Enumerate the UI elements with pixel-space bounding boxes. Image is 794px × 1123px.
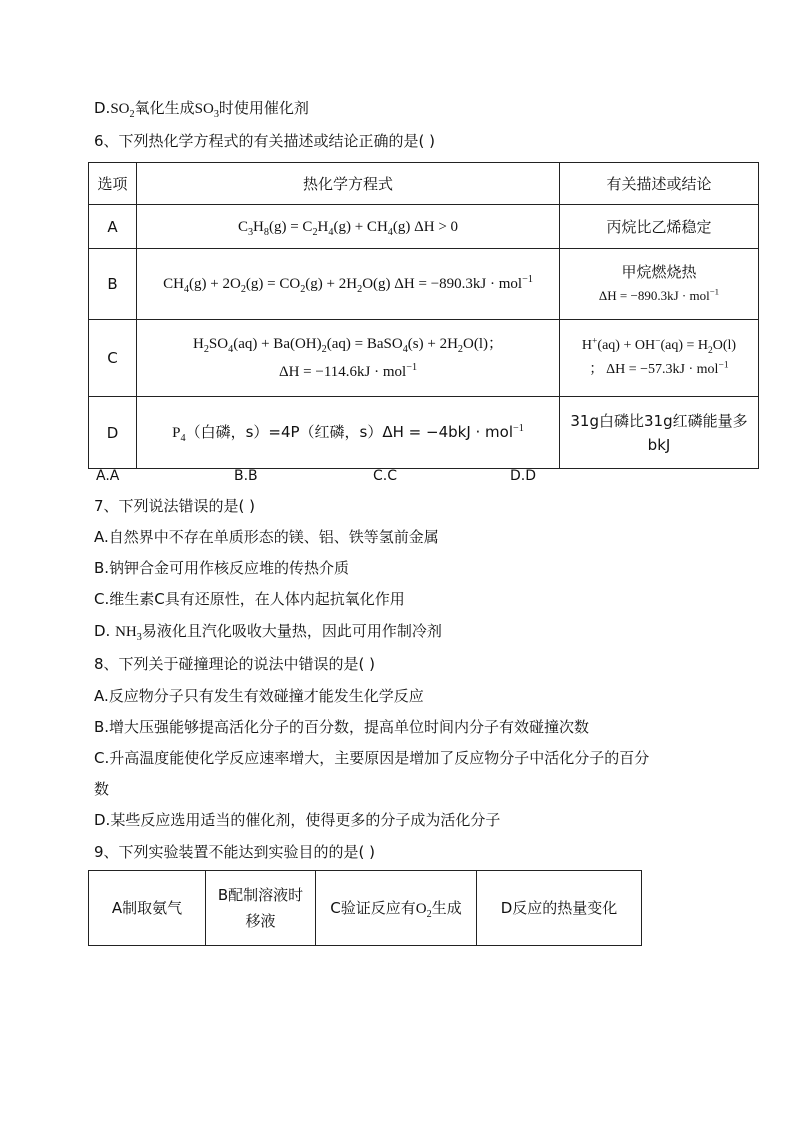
table-row	[89, 205, 759, 249]
q8-option-c: C.升高温度能使化学反应速率增大，主要原因是增加了反应物分子中活化分子的百分	[94, 749, 650, 767]
q8-stem: 8、下列关于碰撞理论的说法中错误的是( )	[94, 655, 376, 673]
q7-option-c: C.维生素C具有还原性，在人体内起抗氧化作用	[94, 590, 405, 608]
row-d-label: D	[89, 397, 137, 469]
q6-table	[88, 162, 759, 469]
q7-option-d: D. $NH_3$易液化且汽化吸收大量热，因此可用作制冷剂	[94, 622, 442, 643]
q9-cell-b: B配制溶液时 移液	[206, 871, 316, 946]
header-description: 有关描述或结论	[560, 163, 759, 205]
q7-option-a: A.自然界中不存在单质形态的镁、铝、铁等氢前金属	[94, 528, 439, 546]
row-b-label: B	[89, 249, 137, 320]
row-a-label: A	[89, 205, 137, 249]
header-equation: 热化学方程式	[137, 163, 560, 205]
q6-stem: 6、下列热化学方程式的有关描述或结论正确的是( )	[94, 132, 436, 150]
table-row	[89, 249, 759, 320]
q8-option-c-continued: 数	[94, 780, 110, 798]
row-c-label: C	[89, 320, 137, 397]
q9-cell-a: A制取氨气	[89, 871, 206, 946]
row-a-equation: $C_3H_8(g) = C_2H_4(g) + CH_4(g) \Delta H > 0$	[137, 205, 560, 249]
q8-option-b: B.增大压强能够提高活化分子的百分数，提高单位时间内分子有效碰撞次数	[94, 718, 590, 736]
q8-option-d: D.某些反应选用适当的催化剂，使得更多的分子成为活化分子	[94, 811, 501, 829]
header-option: 选项	[89, 163, 137, 205]
row-b-equation: $CH_4(g) + 2O_2(g) = CO_2(g) + 2H_2O(g) \Delta H = -890.3kJ \cdot mol^{-1}$	[137, 249, 560, 320]
q6-option-a[interactable]: A.A	[96, 468, 120, 484]
row-d-description: 31g白磷比31g红磷能量多 bkJ	[560, 397, 759, 469]
row-b-description: 甲烷燃烧热 ΔH = −890.3kJ · mol$^{-1}$	[560, 249, 759, 320]
q9-cell-d: D反应的热量变化	[477, 871, 642, 946]
q6-answer-options	[96, 468, 696, 486]
q6-option-c[interactable]: C.C	[373, 468, 398, 484]
q7-option-b: B.钠钾合金可用作核反应堆的传热介质	[94, 559, 350, 577]
q6-option-d[interactable]: D.D	[510, 468, 537, 484]
row-c-equation: $H_2SO_4(aq) + Ba(OH)_2(aq)$ = BaSO$_4$(s) + $2H_2O(l)$； ΔH = −114.6kJ · mol$^{-1}$	[137, 320, 560, 397]
q9-cell-c: C验证反应有$O_2$生成	[316, 871, 477, 946]
row-a-description: 丙烷比乙烯稳定	[560, 205, 759, 249]
q5-option-d: $D.SO_2$氧化生成$SO_3$时使用催化剂	[94, 99, 309, 120]
table-row	[89, 397, 759, 469]
q7-stem: 7、下列说法错误的是( )	[94, 497, 256, 515]
row-d-equation: $P_4$（白磷，s）=4P（红磷，s）ΔH = −4bkJ · mol$^{-1}$	[137, 397, 560, 469]
row-c-description: $H^+(aq) + OH^-(aq) = H_2O(l)$ ； ΔH = −57.3kJ · mol$^{-1}$	[560, 320, 759, 397]
q9-stem: 9、下列实验装置不能达到实验目的的是( )	[94, 843, 376, 861]
table-row	[89, 320, 759, 397]
q6-option-b[interactable]: B.B	[234, 468, 258, 484]
q9-table	[88, 870, 642, 946]
q8-option-a: A.反应物分子只有发生有效碰撞才能发生化学反应	[94, 687, 424, 705]
